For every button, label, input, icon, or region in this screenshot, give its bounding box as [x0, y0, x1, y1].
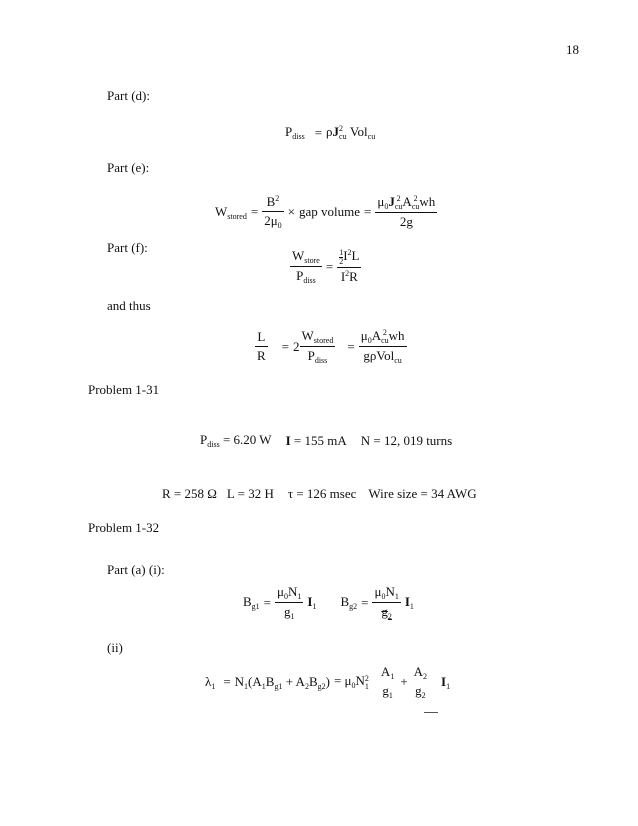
eq-expression: = $\mu_0N$ 2 1 — [333, 673, 369, 691]
eq-current: $I_1$ — [441, 673, 451, 691]
problem-1-31-results-line-2 — [162, 486, 477, 502]
fraction: $\frac{W_{store}}{P_{diss}}$ — [292, 248, 320, 285]
fraction: $\frac{\mu_0N_1}{g_1}$ — [277, 584, 302, 621]
eq-symbol: $\lambda_1$ — [205, 673, 216, 691]
problem-1-31-heading: Problem 1-31 — [88, 382, 160, 397]
equals-sign: = — [347, 338, 355, 354]
wire-size-value: Wire size = 34 AWG — [368, 486, 477, 501]
part-d-heading: Part (d): — [107, 88, 150, 103]
equals-sign: = — [281, 338, 290, 354]
equals-sign: = — [263, 594, 272, 610]
eq-symbol: $B_{g2}$ — [340, 594, 358, 611]
equals-sign: = — [361, 594, 369, 610]
eq-current: $I_1$ — [307, 594, 317, 611]
current-value: I = 155 mA — [285, 432, 347, 448]
equation-part-ii — [205, 664, 450, 700]
eq-coefficient: 2 — [293, 338, 300, 354]
time-constant-value: τ = 126 msec — [287, 486, 357, 501]
rule-line — [424, 712, 438, 713]
equation-part-a-i — [243, 584, 414, 621]
part-f-heading: Part (f): — [107, 240, 148, 255]
part-e-heading: Part (e): — [107, 160, 150, 175]
fraction: $\frac{L}{R}$ — [257, 329, 266, 363]
pdiss-value: $P_{diss} = 6.20$ W — [200, 432, 272, 449]
turns-value: N = 12, 019 turns — [360, 432, 453, 448]
eq-symbol: $W_{stored}$ — [215, 203, 247, 221]
problem-1-31-results-line-1 — [200, 432, 452, 449]
eq-term: ρJ 2 cu Vol$_{cu}$ — [326, 124, 376, 142]
equation-and-thus — [255, 328, 407, 365]
fraction: $\mu_0A$ 2 cu wh gρVol$_{cu}$ — [360, 328, 405, 366]
fraction: $\frac{\mu_0N_1}{g_2}$ — [374, 584, 399, 621]
fraction: $\mu_0J$ 2 cu A 2 cu wh 2g — [377, 194, 436, 230]
equals-sign: = — [325, 258, 334, 274]
equation-part-d — [285, 124, 375, 141]
equation-part-f — [290, 248, 361, 285]
problem-1-32-heading: Problem 1-32 — [88, 520, 160, 535]
part-ii-heading: (ii) — [107, 640, 123, 655]
eq-current: $I_1$ — [404, 594, 414, 611]
equals-sign: = — [364, 204, 372, 219]
eq-text: gap volume — [299, 204, 361, 219]
eq-symbol: $P_{diss}$ — [285, 124, 305, 141]
fraction: $\frac{1}{2}$ $I^2L$ $I^2R$ — [339, 247, 360, 284]
equals-sign: = — [223, 674, 231, 689]
times-sign: × — [287, 204, 296, 219]
eq-expression: $N_1(A_1B_{g1} + A_2B_{g2})$ — [234, 673, 330, 691]
inductance-value: L = 32 H — [226, 486, 274, 501]
fraction: $A_1$ $g_1$ — [380, 664, 395, 700]
eq-symbol: $B_{g1}$ — [243, 594, 260, 611]
resistance-value: R = 258 Ω — [162, 486, 217, 501]
plus-sign: + — [400, 674, 408, 689]
and-thus-text: and thus — [107, 298, 151, 313]
page-number: 18 — [566, 42, 579, 57]
fraction: $A_2$ $g_2$ — [413, 664, 428, 700]
part-a-i-heading: Part (a) (i): — [107, 562, 165, 577]
equals-sign: = — [250, 204, 259, 219]
equals-sign: = — [314, 124, 323, 140]
fraction: $\frac{B^2}{2\mu_0}$ — [264, 194, 282, 230]
equation-part-e — [215, 194, 437, 230]
fraction: $\frac{W_{stored}}{P_{diss}}$ — [301, 328, 334, 365]
